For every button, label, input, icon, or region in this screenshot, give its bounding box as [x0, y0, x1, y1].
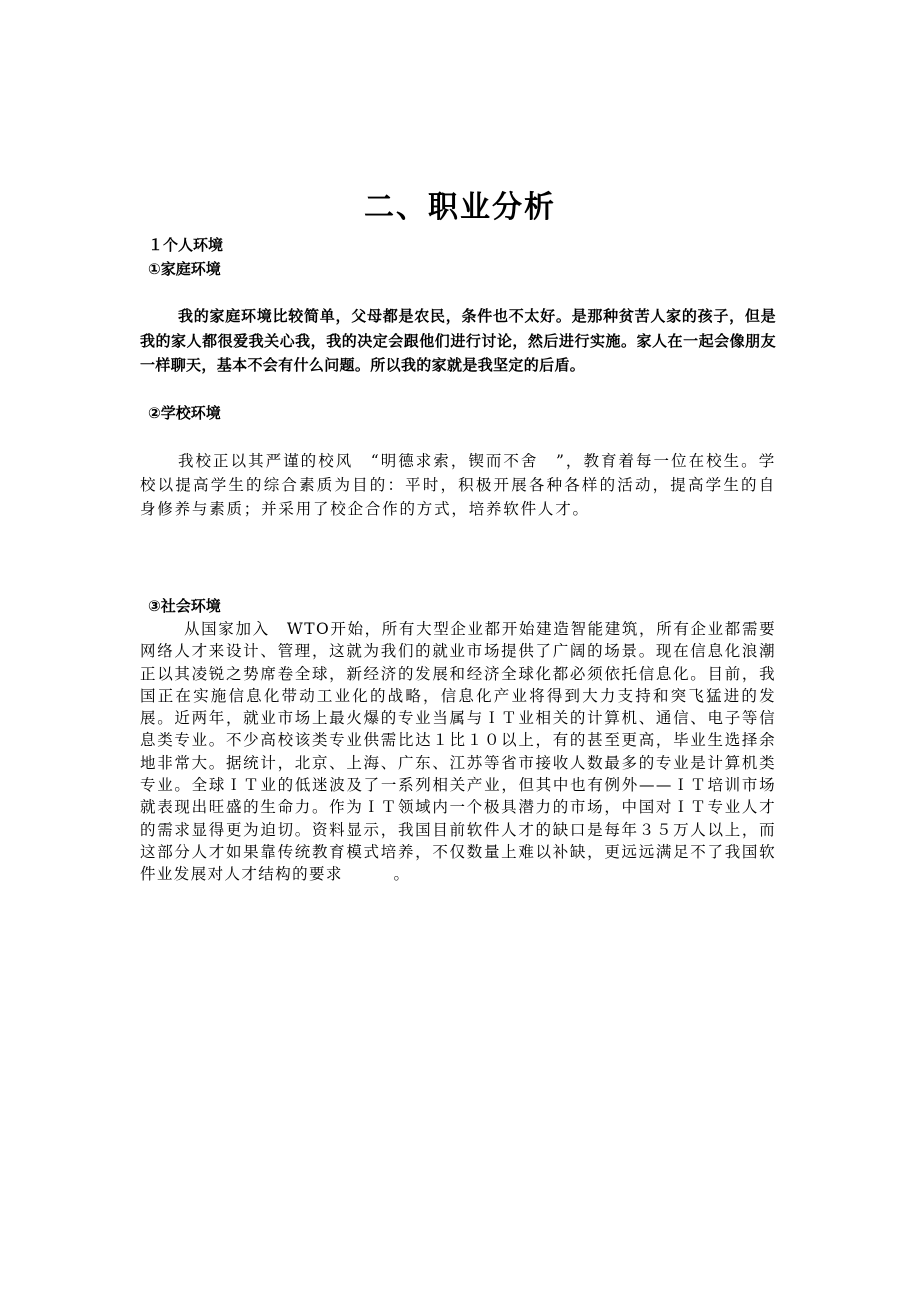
- heading-school-environment: ②学校环境: [148, 404, 221, 422]
- paragraph-social-environment: 从国家加入 WTO开始，所有大型企业都开始建造智能建筑，所有企业都需要网络人才来设计、管理，这就为我们的就业市场提供了广阔的场景。现在信息化浪潮正以其凌锐之势席卷全球，新经济的发展和经济全球化都必须依托信息化。目前，我国正在实施信息化带动工业化的战略，信息化产业将得到大力支持和突飞猛进的发展。近两年，就业市场上最火爆的专业当属与ＩＴ业相关的计算机、通信、电子等信息类专业。不少高校该类专业供需比达１比１０以上，有的甚至更高，毕业生选择余地非常大。据统计，北京、上海、广东、江苏等省市接收人数最多的专业是计算机类专业。全球ＩＴ业的低迷波及了一系列相关产业，但其中也有例外——ＩＴ培训市场就表现出旺盛的生命力。作为ＩＴ领域内一个极具潜力的市场，中国对ＩＴ专业人才的需求显得更为迫切。资料显示，我国目前软件人才的缺口是每年３５万人以上，而这部分人才如果靠传统教育模式培养，不仅数量上难以补缺，更远远满足不了我国软件业发展对人才结构的要求 。: [140, 620, 776, 884]
- heading-family-environment: ①家庭环境: [148, 260, 221, 278]
- paragraph-school-environment: 我校正以其严谨的校风 “明德求索，锲而不舍 ”，教育着每一位在校生。学校以提高学生的综合素质为目的：平时，积极开展各种各样的活动，提高学生的自身修养与素质；并采用了校企合作的方式，培养软件人才。: [140, 452, 776, 518]
- section-heading-personal: １个人环境: [148, 236, 224, 254]
- heading-social-environment: ③社会环境: [148, 597, 221, 615]
- page-title: 二、职业分析: [364, 190, 556, 225]
- paragraph-family-environment: 我的家庭环境比较简单，父母都是农民，条件也不太好。是那种贫苦人家的孩子，但是我的家人都很爱我关心我，我的决定会跟他们进行讨论，然后进行实施。家人在一起会像朋友一样聊天，基本不会有什么问题。所以我的家就是我坚定的后盾。: [140, 307, 776, 374]
